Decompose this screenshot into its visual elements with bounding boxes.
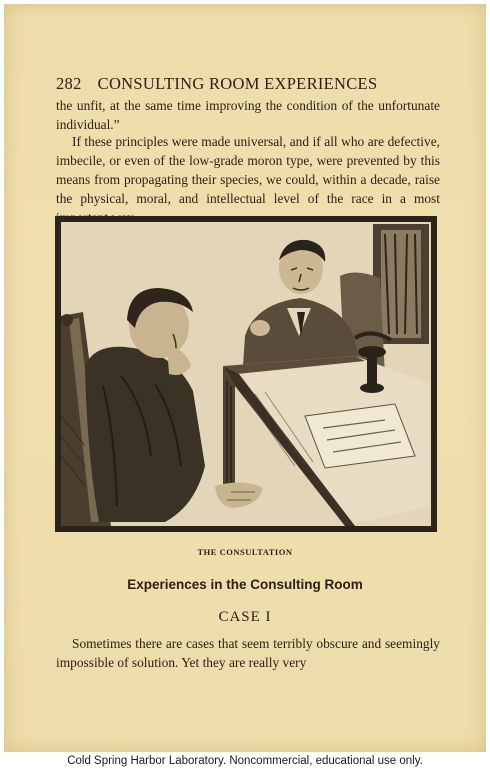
- figure-caption: THE CONSULTATION: [197, 547, 293, 557]
- page-number: 282: [56, 74, 82, 93]
- consultation-illustration: [55, 216, 437, 532]
- paragraph-case-intro: Sometimes there are cases that seem terribly obscure and seemingly impossible of solution. Yet they are really very: [56, 636, 440, 670]
- section-heading: Experiences in the Consulting Room: [127, 577, 363, 592]
- book-page: [4, 4, 486, 752]
- archive-credit: Cold Spring Harbor Laboratory. Noncommercial, educational use only.: [67, 755, 423, 767]
- running-title: CONSULTING ROOM EXPERIENCES: [97, 74, 378, 93]
- running-header: [56, 74, 446, 94]
- case-heading: CASE I: [218, 609, 272, 625]
- paragraph-continuation: the unfit, at the same time improving the condition of the unfortunate individual.”: [56, 98, 440, 132]
- paragraph-principles: If these principles were made universal, and if all who are defective, imbecile, or even of the low-grade moron type, were prevented by this means from propagating their species, we could, within a decade, raise the physical, moral, and intellectual level of the race in a most: [56, 134, 440, 206]
- illustration-drawing: [55, 216, 437, 532]
